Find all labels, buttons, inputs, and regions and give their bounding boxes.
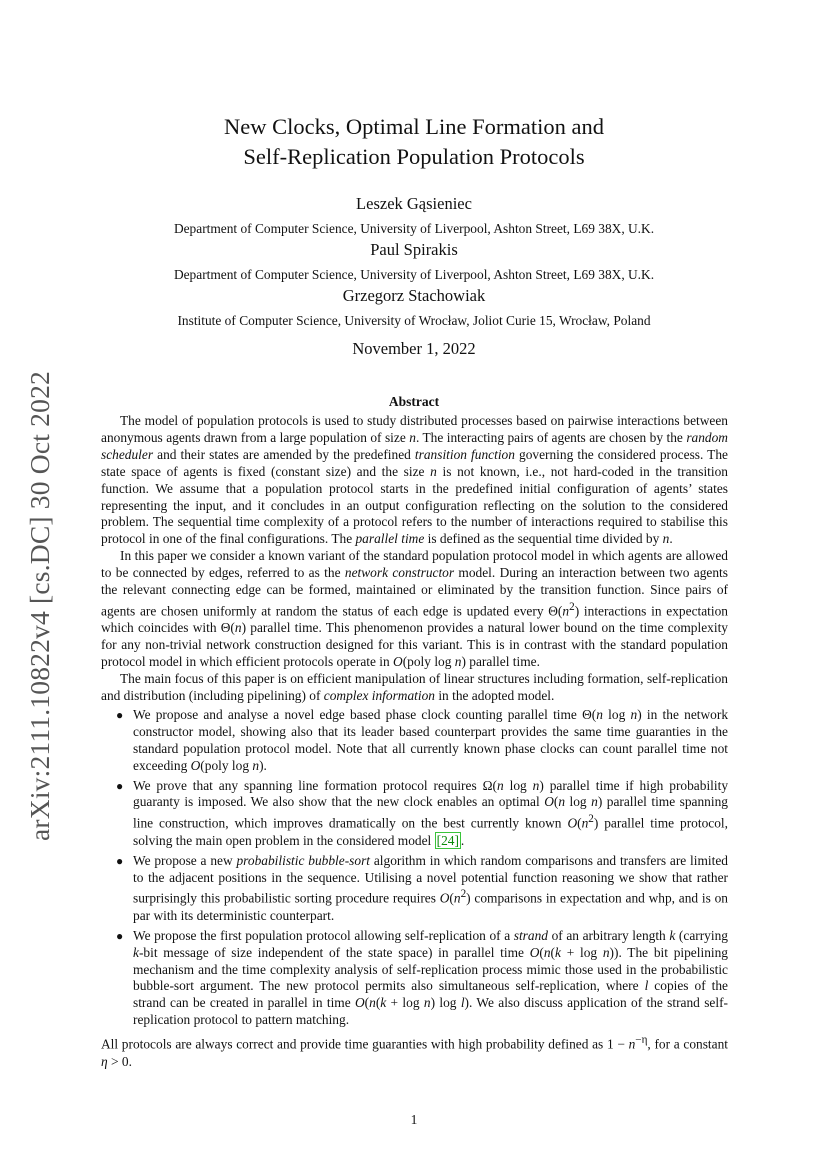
list-item xyxy=(116,852,728,925)
text-run: We propose the first population protocol allowing self-replication of a xyxy=(133,927,514,943)
math-var: l xyxy=(644,978,649,994)
bullet-icon: ● xyxy=(116,707,124,722)
text-run: model. During an interaction between two agents the relevant connecting edge can be formed, maintained or eliminated by the transition function. Since pairs of agents are chosen uniformly at random the status of each edge is updated every Θ( xyxy=(101,565,728,619)
text-run: is not known, i.e., not hard-coded in the transition function. We assume that a population protocol starts in the predefined initial configuration of agents’ states representing the input, and it concludes in an output configuration reflecting on the solution to the considered problem. The sequential time complexity of a protocol refers to the number of interactions required to stabilise this protocol in one of the final configurations. The xyxy=(101,463,729,547)
text-run: (poly log xyxy=(200,757,253,773)
text-run: . The interacting pairs of agents are chosen by the xyxy=(415,429,687,445)
math-var: k xyxy=(380,995,387,1011)
arxiv-identifier: arXiv:2111.10822v4 [cs.DC] 30 Oct 2022 xyxy=(24,371,55,841)
author-name: Grzegorz Stachowiak xyxy=(342,286,486,305)
text-run: ( xyxy=(449,890,454,906)
text-run: ) parallel time if high probability guaranty is imposed. We also show that the new clock enables an optimal xyxy=(133,777,729,810)
bullet-icon: ● xyxy=(116,928,124,943)
exponent: 2 xyxy=(460,888,467,901)
bullet-icon: ● xyxy=(116,853,124,868)
text-run: > 0. xyxy=(107,1053,132,1069)
abstract-heading: Abstract xyxy=(388,394,440,409)
citation-link[interactable]: [24] xyxy=(436,832,459,848)
author-affiliation: Department of Computer Science, University of Liverpool, Ashton Street, L69 38X, U.K. xyxy=(173,221,655,236)
math-var: n xyxy=(591,794,598,810)
text-run: . xyxy=(460,832,465,848)
math-var: O xyxy=(567,815,578,831)
text-run: of an arbitrary length xyxy=(547,927,670,943)
text-run: . xyxy=(669,531,673,547)
math-var: l xyxy=(460,995,465,1011)
math-var: k xyxy=(133,944,139,960)
text-run: algorithm in which random comparisons and transfers are limited to the adjacent positions in the sequence. Utilising a novel potential function reasoning we show that rather surprisingly this probabilistic sorting procedure requires xyxy=(133,852,728,906)
text-run: and their states are amended by the predefined xyxy=(153,446,415,462)
math-var: n xyxy=(543,944,551,960)
exponent: 2 xyxy=(588,813,594,826)
text-run: in the adopted model. xyxy=(434,687,555,703)
math-var: n xyxy=(409,429,416,445)
math-var: n xyxy=(630,706,638,722)
math-var: O xyxy=(354,995,365,1011)
text-run: ) interactions in expectation which coincides with Θ( xyxy=(101,603,729,636)
math-var: n xyxy=(532,777,540,793)
math-var: n xyxy=(628,1036,636,1052)
emphasis: complex information xyxy=(323,687,435,703)
text-run: , for a constant xyxy=(647,1036,729,1052)
list-item xyxy=(116,706,729,775)
paper-date: November 1, 2022 xyxy=(352,339,476,358)
text-run: We propose and analyse a novel edge based phase clock counting parallel time Θ( xyxy=(133,706,597,722)
emphasis: strand xyxy=(513,927,548,943)
math-var: O xyxy=(393,654,403,670)
text-run: In this paper we consider a known variant of the standard population protocol model in which agents are allowed to be connected by edges, referred to as the xyxy=(101,548,728,581)
abstract-body xyxy=(101,413,728,1070)
text-run: (poly log xyxy=(402,654,455,670)
exponent: −η xyxy=(635,1034,648,1047)
list-item xyxy=(116,927,728,1029)
paper-title xyxy=(0,112,828,172)
text-run: ) parallel time protocol, solving the main open problem in the considered model xyxy=(133,815,729,848)
math-var: n xyxy=(430,463,437,479)
author-name: Paul Spirakis xyxy=(370,240,458,259)
math-var: O xyxy=(544,794,554,810)
text-run: (carrying xyxy=(675,927,728,943)
emphasis: parallel time xyxy=(355,531,425,547)
text-run: The main focus of this paper is on efficient manipulation of linear structures including formation, self-replication and distribution (including pipelining) of xyxy=(101,671,728,703)
author-block-1 xyxy=(0,194,828,238)
text-run: ) in the network constructor model, showing also that its leader based counterpart provides the same time guaranties in the standard population protocol model. Note that all currently known phase clocks can count parallel time not exceeding xyxy=(133,706,729,773)
text-run: All protocols are always correct and provide time guaranties with high probability defined as 1 − xyxy=(101,1036,629,1052)
author-block-2 xyxy=(0,240,828,284)
text-run: ) parallel time. This phenomenon provides a natural lower bound on the time complexity for any non-trivial network construction designed for this variant. This is in contrast with the standard population protocol model in which efficient protocols operate in xyxy=(101,620,728,670)
text-run: ) comparisons in expectation and whp, and is on par with its deterministic counterpart. xyxy=(133,890,728,923)
math-var: n xyxy=(252,757,260,773)
title-line-1: New Clocks, Optimal Line Formation and xyxy=(224,114,604,139)
text-run: We prove that any spanning line formation protocol requires Ω( xyxy=(133,777,497,793)
emphasis: random scheduler xyxy=(101,429,728,462)
list-item xyxy=(116,777,729,850)
text-run: + log xyxy=(560,944,603,960)
math-var: k xyxy=(669,927,676,943)
text-run: ) parallel time spanning line construction, which improves dramatically on the best currently known xyxy=(133,794,728,831)
arxiv-sidebar-stamp xyxy=(22,362,58,850)
text-run: ( xyxy=(577,815,582,831)
text-run: log xyxy=(602,706,631,722)
text-run: The model of population protocols is used to study distributed processes based on pairwise interactions between anonymous agents drawn from a large population of size xyxy=(101,413,728,445)
text-run: + log xyxy=(386,995,424,1011)
title-line-2: Self-Replication Population Protocols xyxy=(243,144,585,169)
author-block-3 xyxy=(0,286,828,330)
math-var: n xyxy=(234,620,242,636)
math-var: η xyxy=(101,1053,108,1069)
math-var: n xyxy=(662,531,670,547)
text-run: ( xyxy=(550,944,556,960)
text-run: log xyxy=(565,794,592,810)
exponent: 2 xyxy=(569,600,575,613)
text-run: ). We also discuss application of the strand self-replication protocol to pattern matching. xyxy=(133,995,728,1028)
text-run: ( xyxy=(553,794,559,810)
author-name: Leszek Gąsieniec xyxy=(356,194,472,213)
bullet-icon: ● xyxy=(116,778,124,793)
math-var: n xyxy=(558,794,566,810)
text-run: ( xyxy=(364,995,370,1011)
author-affiliation: Department of Computer Science, University of Liverpool, Ashton Street, L69 38X, U.K. xyxy=(173,267,655,282)
text-run: ( xyxy=(539,944,544,960)
text-run: ). xyxy=(259,757,267,773)
text-run: We propose a new xyxy=(133,852,237,868)
text-run: copies of the strand can be created in parallel in time xyxy=(133,978,728,1011)
math-var: n xyxy=(596,706,603,722)
abstract-paragraph-2 xyxy=(101,548,728,671)
abstract-closing xyxy=(101,1032,728,1070)
math-var: k xyxy=(555,944,561,960)
math-var: O xyxy=(190,757,201,773)
math-var: O xyxy=(439,890,450,906)
text-run: governing the considered process. The state space of agents is fixed (constant size) and the size xyxy=(101,446,728,479)
abstract-paragraph-1 xyxy=(101,413,728,548)
math-var: n xyxy=(602,944,610,960)
math-var: n xyxy=(453,890,461,906)
text-run: -bit message of size independent of the state space) in parallel time xyxy=(138,944,530,960)
math-var: n xyxy=(496,777,504,793)
emphasis: probabilistic bubble-sort xyxy=(236,852,371,868)
math-var: n xyxy=(369,995,376,1011)
contribution-list xyxy=(101,707,728,1029)
math-var: n xyxy=(423,995,431,1011)
math-var: n xyxy=(562,603,570,619)
emphasis: network constructor xyxy=(344,565,455,581)
text-run: is defined as the sequential time divided by xyxy=(424,531,663,547)
text-run: log xyxy=(503,777,533,793)
text-run: ) log xyxy=(430,995,461,1011)
page-number: 1 xyxy=(410,1112,418,1127)
math-var: n xyxy=(454,654,462,670)
abstract-paragraph-3 xyxy=(101,671,728,705)
math-var: O xyxy=(529,944,540,960)
emphasis: transition function xyxy=(414,446,515,462)
text-run: ) parallel time. xyxy=(461,654,540,670)
math-var: n xyxy=(581,815,589,831)
author-affiliation: Institute of Computer Science, University of Wrocław, Joliot Curie 15, Wrocław, Poland xyxy=(177,313,651,328)
text-run: ( xyxy=(375,995,381,1011)
text-run: )). The bit pipelining mechanism and the time complexity analysis of self-replication process mimic those used in the probabilistic bubble-sort argument. The new protocol permits also simultaneous self-replication, where xyxy=(133,944,728,994)
